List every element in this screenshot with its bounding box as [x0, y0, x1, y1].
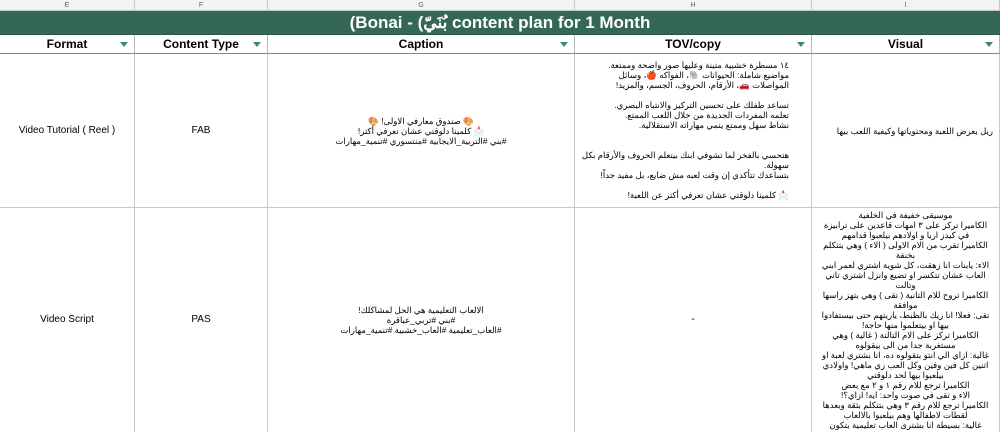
cell-visual-text: موسيقى خفيفة في الخلفية الكاميرا تركز على ٣ امهات قاعدين على ترابيزة في كيدز اريا و اولادهم بيلعبوا قدامهم الكاميرا تقرب من الام الاولى ( الاء ) وهي بتتكلم بخنقة الاء: يابنات انا زهقت، كل شوية اشتري لعمر ابني العاب عشان تتكسر او تضيع وانزل اشتري تاني وتالت الكاميرا تروح للام التانية ( تقى ) وهي بتهز راسها موافقة تقى: فعلا! انا زيك بالظبط، ياريتهم حتى بيستفادوا بيها او بيتعلموا منها حاجة! الكاميرا تركز على الام التالتة ( غالية ) وهي مستغربة جدا من الى بيقولوه غالية: ازاي الي انتو بتقولوه ده، انا بشتري لعبة او اتنين كل فين وفين وكل العب زي ماهي! واولادي بيلعبوا بيها لحد دلوقتي الكاميرا ترجع للام رقم ١ و ٢ مع بعض الاء و تقى في صوت واحد: ايه! ازاي؟! الكاميرا ترجع للام رقم ٣ وهي بتتكلم بثقة وبعدها لقطات لاطفالها وهم بيلعبوا بالالعاب غالية: بسيطة انا بشترى العاب تعليمية بتكون — [821, 210, 990, 430]
cell-caption-text: 🎨 صندوق معارفي الاولى! 🎨 📩 كلمينا دلوقتي عشان تعرفي أكتر! #بني #التربية_الايجابية #منتسوري #تنمية_مهارات — [335, 115, 507, 146]
column-letter-g[interactable]: G — [268, 0, 575, 11]
column-letter-i[interactable]: I — [812, 0, 1000, 11]
header-format-label: Format — [46, 37, 88, 51]
header-content-type[interactable] — [135, 35, 268, 54]
header-visual[interactable] — [812, 35, 1000, 54]
filter-dropdown-icon[interactable] — [253, 42, 261, 47]
cell-tov-row1[interactable] — [575, 54, 812, 208]
header-tov-copy-label: TOV/copy — [665, 37, 721, 51]
filter-dropdown-icon[interactable] — [985, 42, 993, 47]
title-band — [0, 11, 1000, 35]
cell-visual-row2[interactable] — [812, 208, 1000, 432]
cell-caption-row1[interactable] — [268, 54, 575, 208]
header-format[interactable] — [0, 35, 135, 54]
header-visual-label: Visual — [887, 37, 924, 51]
filter-dropdown-icon[interactable] — [120, 42, 128, 47]
cell-format-text: Video Tutorial ( Reel ) — [18, 124, 116, 136]
cell-content-type-text: PAS — [191, 314, 211, 325]
cell-content-type-row1[interactable] — [135, 54, 268, 208]
cell-tov-text: ١٤ مسطرة خشبية متينة وعليها صور واضحة وممتعة. مواضيع شاملة: الحيوانات 🐘، الفواكه 🍎، وسائل المواصلات 🚗، الأرقام، الحروف، الجسم، والمزيد! تساعد طفلك على تحسين التركيز والانتباه البصري. تعلمه المفردات الجديدة من خلال اللعب الممتع. نشاط سهل وممتع ينمي مهاراته الاستقلالية. هتحسي بالفخر لما تشوفي ابنك بيتعلم الحروف والأرقام بكل سهولة. بتساعدك تتأكدي إن وقت لعبه مش ضايع، بل مفيد جداً! 📩 كلمينا دلوقتي عشان تعرفي أكتر عن اللعبة! — [581, 60, 789, 200]
column-letter-f[interactable]: F — [135, 0, 268, 11]
cell-content-type-row2[interactable] — [135, 208, 268, 432]
column-letters-bar — [0, 0, 1000, 11]
cell-tov-text: - — [691, 314, 695, 325]
cell-caption-row2[interactable] — [268, 208, 575, 432]
cell-format-text: Video Script — [40, 314, 94, 325]
header-content-type-label: Content Type — [163, 37, 239, 51]
header-caption[interactable] — [268, 35, 575, 54]
header-caption-label: Caption — [398, 37, 444, 51]
cell-visual-row1[interactable] — [812, 54, 1000, 208]
cell-caption-text: الالعاب التعليمية هي الحل لمشاكلك! #بني #تربي_عباقرة #العاب_تعليمية #العاب_خشبية #تنمية_مهارات — [340, 305, 502, 335]
cell-format-row2[interactable] — [0, 208, 135, 432]
cell-content-type-text: FAB — [191, 124, 211, 136]
column-letter-e[interactable]: E — [0, 0, 135, 11]
column-letter-h[interactable]: H — [575, 0, 812, 11]
cell-format-row1[interactable] — [0, 54, 135, 208]
cell-visual-text: ريل يعرض اللعبة ومحتوياتها وكيفية اللعب بيها — [836, 125, 993, 136]
header-tov-copy[interactable] — [575, 35, 812, 54]
filter-dropdown-icon[interactable] — [560, 42, 568, 47]
sheet-title[interactable]: (Bonai - (بُنَيّ content plan for 1 Month — [349, 13, 651, 32]
cell-tov-row2[interactable] — [575, 208, 812, 432]
filter-dropdown-icon[interactable] — [797, 42, 805, 47]
